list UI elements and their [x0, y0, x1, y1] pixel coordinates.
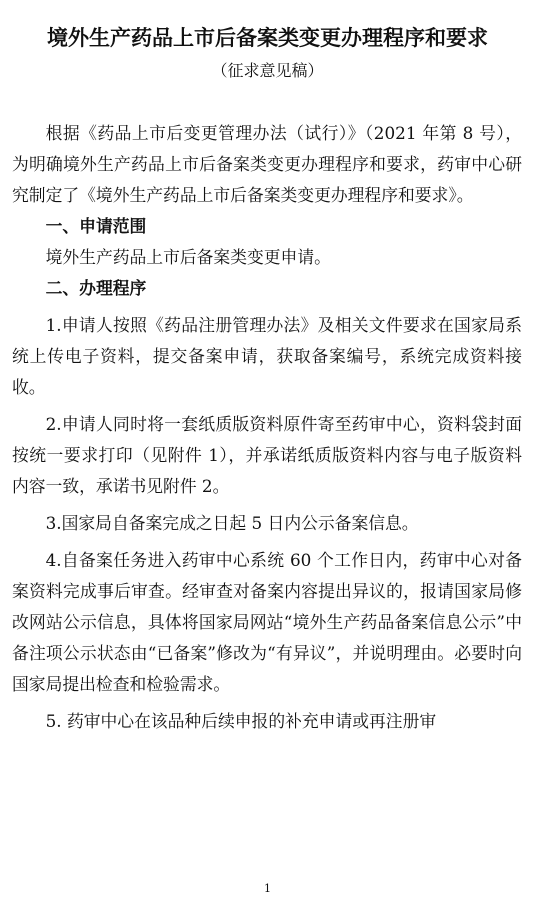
scope-paragraph: 境外生产药品上市后备案类变更申请。: [45, 247, 331, 267]
procedure-item-4: 4.自备案任务进入药审中心系统 60 个工作日内，药审中心对备案资料完成事后审查。经审查对备案内容提出异议的，报请国家局修改网站公示信息，具体将国家局网站“境外生产药品备案信息公示”中备注项公示状态由“已备案”修改为“有异议”，并说明理由。必要时向国家局提出检查和检验需求。: [12, 550, 522, 694]
document-body: [12, 118, 522, 737]
page-number: 1: [264, 882, 271, 895]
document-title: 境外生产药品上市后备案类变更办理程序和要求: [47, 25, 488, 50]
section-heading-procedure: 二、办理程序: [45, 278, 147, 298]
intro-paragraph: 根据《药品上市后变更管理办法（试行）》（2021 年第 8 号），为明确境外生产药品上市后备案类变更办理程序和要求，药审中心研究制定了《境外生产药品上市后备案类变更办理程序和要求》。: [12, 123, 522, 205]
section-heading-scope: 一、申请范围: [45, 216, 147, 236]
document-subtitle: （征求意见稿）: [211, 61, 324, 80]
procedure-item-3: 3.国家局自备案完成之日起 5 日内公示备案信息。: [45, 513, 419, 533]
procedure-item-5: 5. 药审中心在该品种后续申报的补充申请或再注册审: [45, 711, 437, 731]
procedure-item-1: 1.申请人按照《药品注册管理办法》及相关文件要求在国家局系统上传电子资料，提交备案申请，获取备案编号，系统完成资料接收。: [12, 315, 522, 397]
procedure-item-2: 2.申请人同时将一套纸质版资料原件寄至药审中心，资料袋封面按统一要求打印（见附件 1），并承诺纸质版资料内容与电子版资料内容一致，承诺书见附件 2。: [12, 414, 522, 496]
